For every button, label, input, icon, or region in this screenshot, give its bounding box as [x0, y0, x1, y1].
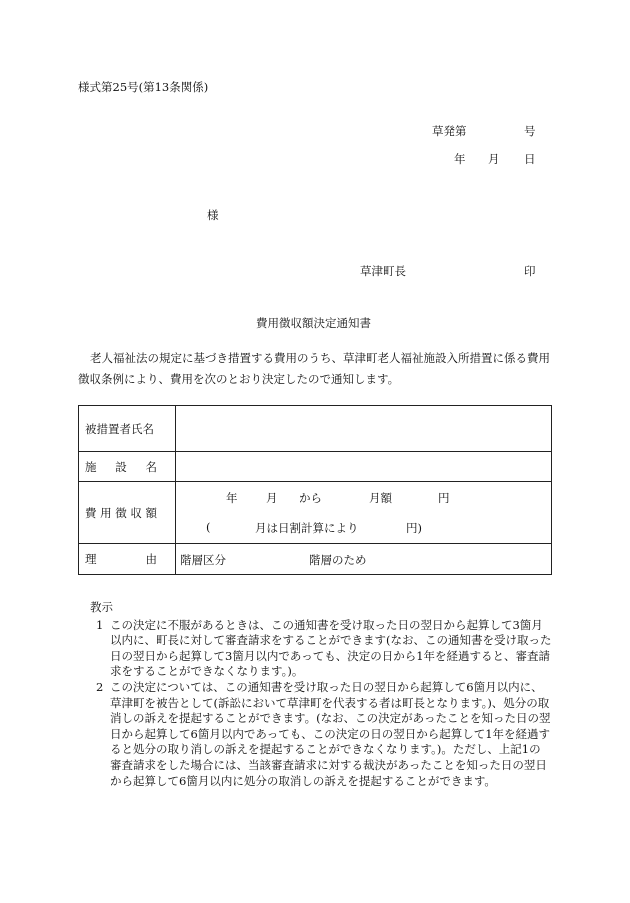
form-number: 様式第25号(第13条関係)	[78, 80, 209, 94]
fee-month: 月	[266, 491, 278, 505]
instruction-item	[92, 618, 552, 680]
instruction-text: この決定に不服があるときは、この通知書を受け取った日の翌日から起算して3箇月以内に、町長に対して審査請求をすることができます(なお、この通知書を受け取った日の翌日から起算して3箇月以内であっても、決定の日から1年を経過すると、審査請求をすることができなくなります。)。	[110, 617, 552, 679]
name-value-cell	[176, 406, 552, 452]
fee-label	[85, 505, 157, 521]
facility-label-cell	[79, 452, 176, 482]
instructions-heading: 教示	[90, 600, 113, 614]
row-reason	[79, 544, 552, 575]
row-name	[79, 406, 552, 452]
facility-label-char: 設	[115, 459, 127, 474]
reason-label-char: 由	[145, 552, 157, 566]
issue-number-suffix: 号	[524, 124, 536, 138]
fee-label-char: 額	[145, 505, 157, 520]
fee-table	[78, 405, 552, 575]
facility-label-char: 名	[145, 459, 157, 474]
instructions	[92, 600, 552, 789]
document-title: 費用徴収額決定通知書	[256, 316, 371, 330]
intro-paragraph: 老人福祉法の規定に基づき措置する費用のうち、草津町老人福祉施設入所措置に係る費用徴収条例により、費用を次のとおり決定したので通知します。	[78, 351, 550, 386]
reason-value-cell	[176, 544, 552, 575]
facility-label	[85, 459, 157, 475]
name-label-cell	[79, 406, 176, 452]
instruction-number: 2	[96, 679, 104, 694]
reason-label-char: 理	[85, 552, 97, 566]
date-day: 日	[524, 152, 536, 166]
instruction-item	[92, 680, 552, 789]
issuer: 草津町長	[360, 264, 406, 278]
reason-text: 階層のため	[309, 553, 367, 567]
seal-mark: 印	[524, 264, 536, 278]
fee-label-char: 費	[85, 505, 97, 520]
fee-label-char: 徴	[115, 505, 127, 520]
instruction-text: この決定については、この通知書を受け取った日の翌日から起算して6箇月以内に、草津町を被告として(訴訟において草津町を代表する者は町長となります。)、処分の取消しの訴えを提起することができます。(なお、この決定があったことを知った日の翌日から起算して6箇月以内であっても、この決定の日の翌日から起算して1年を経過すると処分の取り消しの訴えを提起することができなくなります。)。ただし、上記1の審査請求をした場合には、当該審査請求に対する裁決があったことを知った日の翌日から起算して6箇月以内に処分の取消しの訴えを提起することができます。	[110, 679, 551, 788]
instruction-number: 1	[96, 617, 104, 632]
issue-number-prefix: 草発第	[432, 124, 467, 138]
row-fee	[79, 482, 552, 544]
fee-label-cell	[79, 482, 176, 544]
fee-year: 年	[226, 491, 238, 505]
addressee-suffix: 様	[207, 208, 219, 222]
date-month: 月	[488, 152, 500, 166]
reason-label	[85, 551, 157, 567]
reason-label-cell	[79, 544, 176, 575]
facility-label-char: 施	[85, 459, 97, 474]
facility-value-cell	[176, 452, 552, 482]
fee-label-char: 用	[100, 505, 112, 520]
fee-monthly: 月額	[369, 491, 392, 505]
fee-from: から	[299, 491, 322, 505]
fee-value-cell	[176, 482, 552, 544]
date-year: 年	[454, 152, 466, 166]
fee-yen: 円	[438, 491, 450, 505]
fee-daily-yen: 円)	[406, 521, 422, 535]
fee-daily-note: 月は日割計算により	[255, 521, 359, 535]
fee-open-paren: (	[206, 520, 211, 534]
row-facility	[79, 452, 552, 482]
reason-class: 階層区分	[180, 553, 226, 567]
fee-label-char: 収	[130, 505, 142, 520]
name-label: 被措置者氏名	[85, 421, 154, 436]
